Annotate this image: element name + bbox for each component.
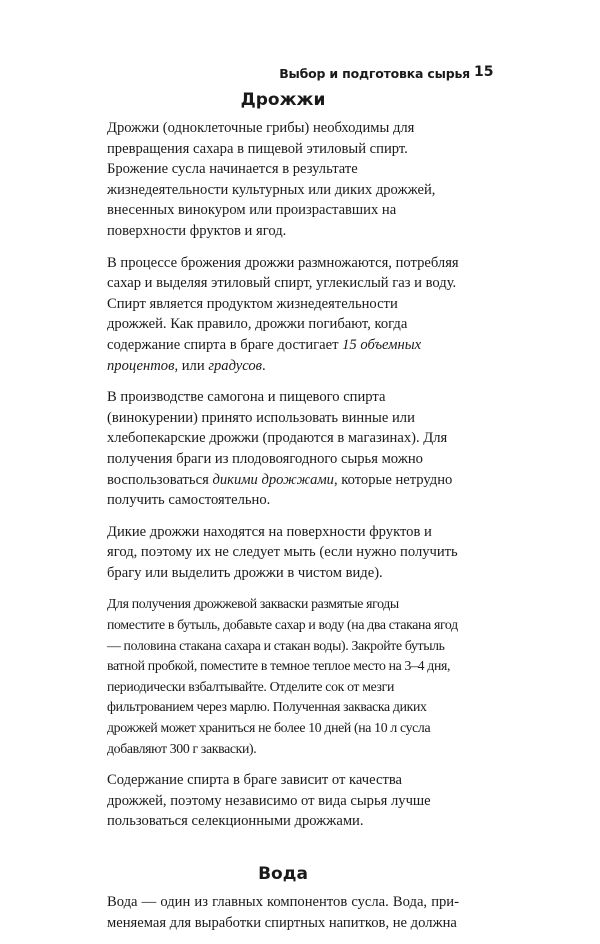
- paragraph-text: Вода — один из главных компонентов сусла. Вода, применяемая для выработки спиртных напитков, не должна: [107, 894, 459, 931]
- paragraph-text: В производстве самогона и пищевого спирта (винокурении) принято использовать винные или хлебопекарские дрожжи (продаются в магазинах). Для получения браги из плодовоягодного сырья можно воспользоваться: [107, 389, 448, 488]
- paragraph-text: , которые нетрудно получить самостоятельно.: [107, 471, 453, 509]
- emphasis-text: 15 объемных процентов: [107, 336, 422, 374]
- page-content: [107, 88, 459, 944]
- paragraph: [107, 892, 459, 933]
- paragraph-text: В процессе брожения дрожжи размножаются, потребляя сахар и выделяя этиловый спирт, углекислый газ и воду. Спирт является продуктом жизнедеятельности дрожжей. Как правило, дрожжи погибают, когда содержание спирта в браге достигает: [107, 254, 459, 353]
- paragraph-text: Дикие дрожжи находятся на поверхности фруктов и ягод, поэтому их не следует мыть (если нужно получить брагу или выделить дрожжи в чистом виде).: [107, 523, 458, 581]
- paragraph-text: Для получения дрожжевой закваски размятые ягоды поместите в бутыль, добавьте сахар и воду (на два стакана ягод — половина стакана сахара и стакан воды). Закройте бутыль ватной пробкой, поместите в темное теплое место на 3–4 дня, периодически взбалтывайте. Отделите сок от мезги фильтрованием через марлю. Полученная закваска диких дрожжей может храниться не более 10 дней (на 10 л сусла добавляют 300 г закваски).: [107, 596, 458, 756]
- paragraph-text: Дрожжи (одноклеточные грибы) необходимы для превращения сахара в пищевой этиловый спирт. Брожение сусла начинается в результате жизнедеятельности культурных или диких дрожжей, внесенных винокуром или произраставших на поверхности фруктов и ягод.: [107, 120, 436, 239]
- paragraph-text: Содержание спирта в браге зависит от качества дрожжей, поэтому независимо от вида сырья лучше пользоваться селекционными дрожжами.: [107, 772, 431, 830]
- paragraph-text: , или: [174, 357, 209, 374]
- paragraph: [107, 770, 459, 832]
- running-header: Выбор и подготовка сырья: [279, 66, 470, 81]
- section-title-water: Вода: [258, 864, 308, 884]
- paragraph: [107, 387, 459, 511]
- paragraph: [107, 253, 459, 377]
- emphasis-text: дикими дрожжами: [212, 471, 334, 488]
- paragraph: [107, 118, 459, 242]
- paragraph: [107, 594, 459, 759]
- emphasis-text: градусов: [208, 357, 263, 374]
- section-title-yeast: Дрожжи: [240, 90, 326, 110]
- paragraph-text: .: [262, 357, 266, 374]
- page-number: 15: [474, 64, 494, 80]
- paragraph: [107, 522, 459, 584]
